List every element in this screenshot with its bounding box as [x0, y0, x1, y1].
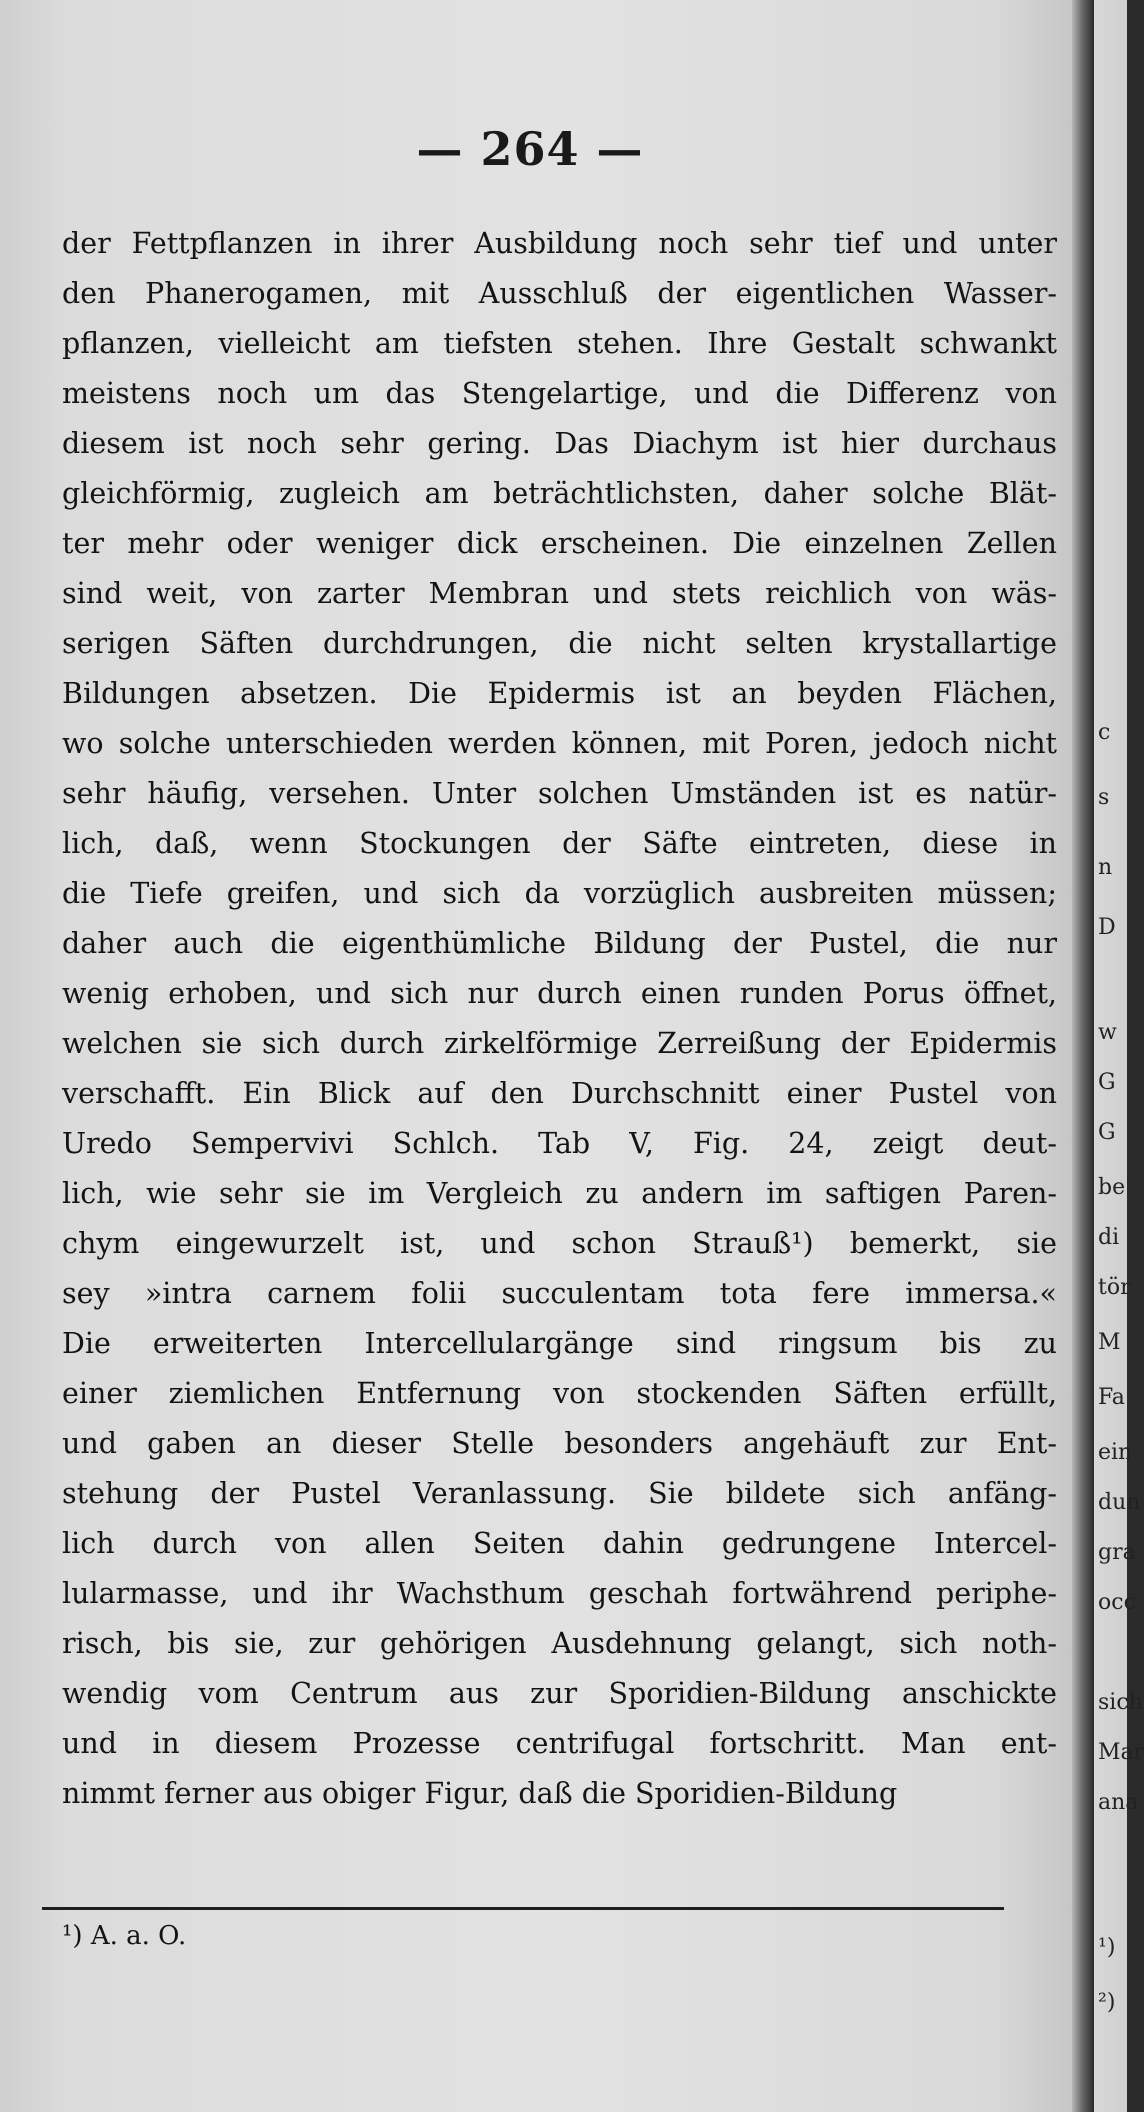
text-line: stehung der Pustel Veranlassung. Sie bildete sich anfäng-: [62, 1477, 1057, 1510]
facing-page-fragment: D: [1098, 915, 1116, 940]
text-line: pflanzen, vielleicht am tiefsten stehen. Ihre Gestalt schwankt: [62, 327, 1057, 360]
facing-page-fragment: M: [1098, 1330, 1121, 1355]
text-line: verschafft. Ein Blick auf den Durchschnitt einer Pustel von: [62, 1077, 1057, 1110]
text-line: gleichförmig, zugleich am beträchtlichsten, daher solche Blät-: [62, 477, 1057, 510]
facing-page-fragment: sich: [1098, 1690, 1143, 1715]
text-line: lich, daß, wenn Stockungen der Säfte eintreten, diese in: [62, 827, 1057, 860]
text-line: lich, wie sehr sie im Vergleich zu andern im saftigen Paren-: [62, 1177, 1057, 1210]
footnote-text: A. a. O.: [90, 1921, 187, 1951]
text-line: meistens noch um das Stengelartige, und die Differenz von: [62, 377, 1057, 410]
text-line: einer ziemlichen Entfernung von stockenden Säften erfüllt,: [62, 1377, 1057, 1410]
text-line: risch, bis sie, zur gehörigen Ausdehnung gelangt, sich noth-: [62, 1627, 1057, 1660]
facing-page-fragment: occ: [1098, 1590, 1136, 1615]
facing-page-fragment: ¹): [1098, 1935, 1116, 1960]
text-line: sehr häufig, versehen. Unter solchen Umständen ist es natür-: [62, 777, 1057, 810]
facing-page-fragment: ana: [1098, 1790, 1139, 1815]
footnote-rule: [42, 1907, 1004, 1910]
text-line: den Phanerogamen, mit Ausschluß der eigentlichen Wasser-: [62, 277, 1057, 310]
page-number: — 264 —: [416, 122, 644, 176]
facing-page-fragment: be: [1098, 1175, 1126, 1200]
facing-page-fragment: gra: [1098, 1540, 1136, 1565]
facing-page-fragment: c: [1098, 720, 1111, 745]
text-line: lich durch von allen Seiten dahin gedrungene Intercel-: [62, 1527, 1057, 1560]
text-line: lularmasse, und ihr Wachsthum geschah fortwährend periphe-: [62, 1577, 1057, 1610]
text-line: daher auch die eigenthümliche Bildung der Pustel, die nur: [62, 927, 1057, 960]
facing-page-fragment: di: [1098, 1225, 1120, 1250]
facing-page-fragment: tör: [1098, 1275, 1131, 1300]
book-gutter: [1072, 0, 1094, 2112]
footnote-marker: ¹): [62, 1921, 83, 1951]
facing-page-fragment: ²): [1098, 1990, 1116, 2015]
facing-page-fragment: G: [1098, 1070, 1116, 1095]
text-line: wendig vom Centrum aus zur Sporidien-Bildung anschickte: [62, 1677, 1057, 1710]
text-line: und in diesem Prozesse centrifugal fortschritt. Man ent-: [62, 1727, 1057, 1760]
footnote: [62, 1912, 186, 1960]
text-line: wenig erhoben, und sich nur durch einen runden Porus öffnet,: [62, 977, 1057, 1010]
text-line: die Tiefe greifen, und sich da vorzüglich ausbreiten müssen;: [62, 877, 1057, 910]
facing-page-fragment: s: [1098, 785, 1110, 810]
text-line: Bildungen absetzen. Die Epidermis ist an beyden Flächen,: [62, 677, 1057, 710]
text-line: serigen Säften durchdrungen, die nicht selten krystallartige: [62, 627, 1057, 660]
text-line: Die erweiterten Intercellulargänge sind ringsum bis zu: [62, 1327, 1057, 1360]
facing-page-fragment: n: [1098, 855, 1113, 880]
text-line: diesem ist noch sehr gering. Das Diachym ist hier durchaus: [62, 427, 1057, 460]
facing-page-fragment: Fa: [1098, 1385, 1125, 1410]
text-line: sey »intra carnem folii succulentam tota fere immersa.«: [62, 1277, 1057, 1310]
text-line: wo solche unterschieden werden können, mit Poren, jedoch nicht: [62, 727, 1057, 760]
text-line: ter mehr oder weniger dick erscheinen. Die einzelnen Zellen: [62, 527, 1057, 560]
facing-page-fragment: G: [1098, 1120, 1116, 1145]
facing-page-fragment: w: [1098, 1020, 1117, 1045]
text-line: sind weit, von zarter Membran und stets reichlich von wäs-: [62, 577, 1057, 610]
text-line: Uredo Sempervivi Schlch. Tab V, Fig. 24, zeigt deut-: [62, 1127, 1057, 1160]
facing-page-fragment: ein: [1098, 1440, 1133, 1465]
text-line: der Fettpflanzen in ihrer Ausbildung noch sehr tief und unter: [62, 227, 1057, 260]
text-line: und gaben an dieser Stelle besonders angehäuft zur Ent-: [62, 1427, 1057, 1460]
facing-page-fragment: Mar: [1098, 1740, 1144, 1765]
text-line: nimmt ferner aus obiger Figur, daß die Sporidien-Bildung: [62, 1777, 898, 1810]
text-line: chym eingewurzelt ist, und schon Strauß¹) bemerkt, sie: [62, 1227, 1057, 1260]
facing-page-edge: [1094, 0, 1144, 2112]
text-line: welchen sie sich durch zirkelförmige Zerreißung der Epidermis: [62, 1027, 1057, 1060]
facing-page-fragment: dun: [1098, 1490, 1141, 1515]
